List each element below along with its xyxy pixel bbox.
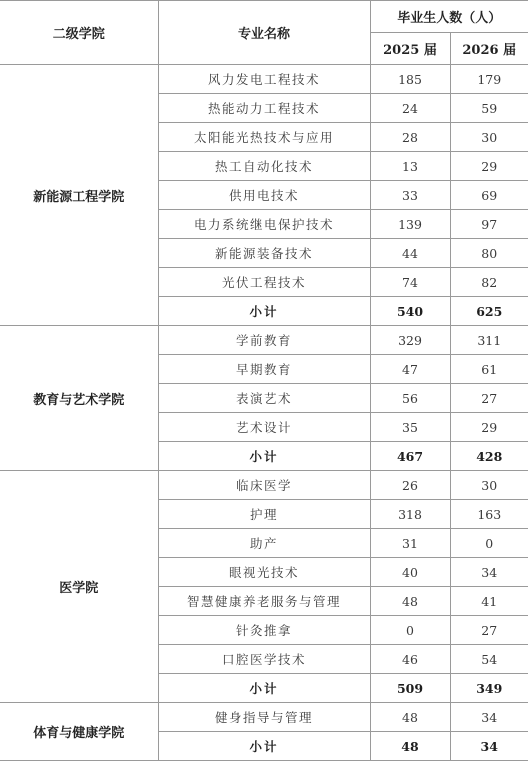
graduates-y2025-cell: 0: [370, 616, 450, 645]
major-name-cell: 太阳能光热技术与应用: [158, 123, 370, 152]
graduates-y2026-cell: 0: [450, 529, 528, 558]
major-name-cell: 风力发电工程技术: [158, 65, 370, 94]
subtotal-y2026-cell: 625: [450, 297, 528, 326]
graduates-y2026-cell: 59: [450, 94, 528, 123]
graduates-y2025-cell: 40: [370, 558, 450, 587]
graduates-y2025-cell: 33: [370, 181, 450, 210]
graduates-y2025-cell: 24: [370, 94, 450, 123]
major-name-cell: 光伏工程技术: [158, 268, 370, 297]
graduates-y2025-cell: 329: [370, 326, 450, 355]
major-name-cell: 新能源装备技术: [158, 239, 370, 268]
graduates-y2026-cell: 97: [450, 210, 528, 239]
subtotal-label: 小计: [158, 674, 370, 703]
subtotal-label: 小计: [158, 442, 370, 471]
college-name-cell: 医学院: [0, 471, 158, 703]
graduates-y2025-cell: 74: [370, 268, 450, 297]
graduates-y2025-cell: 56: [370, 384, 450, 413]
subtotal-y2025-cell: 467: [370, 442, 450, 471]
major-name-cell: 电力系统继电保护技术: [158, 210, 370, 239]
major-name-cell: 供用电技术: [158, 181, 370, 210]
graduates-y2026-cell: 29: [450, 152, 528, 181]
header-year-2026: 2026 届: [450, 33, 528, 65]
college-name-cell: 教育与艺术学院: [0, 326, 158, 471]
graduates-y2025-cell: 44: [370, 239, 450, 268]
graduates-y2026-cell: 27: [450, 384, 528, 413]
table-row: [0, 703, 528, 732]
graduates-y2025-cell: 46: [370, 645, 450, 674]
graduates-y2026-cell: 30: [450, 471, 528, 500]
graduates-y2026-cell: 27: [450, 616, 528, 645]
graduates-y2026-cell: 41: [450, 587, 528, 616]
major-name-cell: 学前教育: [158, 326, 370, 355]
graduates-y2025-cell: 28: [370, 123, 450, 152]
header-major: 专业名称: [158, 1, 370, 65]
graduates-y2026-cell: 69: [450, 181, 528, 210]
graduates-y2025-cell: 26: [370, 471, 450, 500]
subtotal-y2026-cell: 428: [450, 442, 528, 471]
major-name-cell: 健身指导与管理: [158, 703, 370, 732]
subtotal-y2026-cell: 349: [450, 674, 528, 703]
header-year-2025: 2025 届: [370, 33, 450, 65]
major-name-cell: 智慧健康养老服务与管理: [158, 587, 370, 616]
graduates-y2026-cell: 179: [450, 65, 528, 94]
graduates-y2026-cell: 34: [450, 558, 528, 587]
college-name-cell: 体育与健康学院: [0, 703, 158, 761]
graduates-y2026-cell: 163: [450, 500, 528, 529]
graduates-y2026-cell: 30: [450, 123, 528, 152]
header-college: 二级学院: [0, 1, 158, 65]
graduates-y2026-cell: 80: [450, 239, 528, 268]
major-name-cell: 热能动力工程技术: [158, 94, 370, 123]
table-header: [0, 1, 528, 65]
major-name-cell: 护理: [158, 500, 370, 529]
major-name-cell: 眼视光技术: [158, 558, 370, 587]
graduates-y2025-cell: 47: [370, 355, 450, 384]
graduates-y2026-cell: 311: [450, 326, 528, 355]
graduates-y2026-cell: 54: [450, 645, 528, 674]
subtotal-y2026-cell: 34: [450, 732, 528, 761]
graduates-y2025-cell: 48: [370, 587, 450, 616]
graduates-y2025-cell: 139: [370, 210, 450, 239]
graduates-y2025-cell: 35: [370, 413, 450, 442]
subtotal-y2025-cell: 509: [370, 674, 450, 703]
major-name-cell: 早期教育: [158, 355, 370, 384]
table-body: [0, 65, 528, 761]
graduates-y2026-cell: 29: [450, 413, 528, 442]
subtotal-label: 小计: [158, 732, 370, 761]
college-name-cell: 新能源工程学院: [0, 65, 158, 326]
header-graduates: 毕业生人数（人）: [370, 1, 528, 33]
graduates-y2025-cell: 48: [370, 703, 450, 732]
graduates-y2025-cell: 13: [370, 152, 450, 181]
graduates-y2025-cell: 185: [370, 65, 450, 94]
graduates-y2025-cell: 31: [370, 529, 450, 558]
graduates-y2025-cell: 318: [370, 500, 450, 529]
major-name-cell: 助产: [158, 529, 370, 558]
graduates-y2026-cell: 34: [450, 703, 528, 732]
major-name-cell: 口腔医学技术: [158, 645, 370, 674]
major-name-cell: 热工自动化技术: [158, 152, 370, 181]
major-name-cell: 表演艺术: [158, 384, 370, 413]
table-row: [0, 471, 528, 500]
graduates-y2026-cell: 82: [450, 268, 528, 297]
table-row: [0, 65, 528, 94]
graduates-y2026-cell: 61: [450, 355, 528, 384]
table-row: [0, 326, 528, 355]
major-name-cell: 临床医学: [158, 471, 370, 500]
subtotal-y2025-cell: 48: [370, 732, 450, 761]
subtotal-label: 小计: [158, 297, 370, 326]
major-name-cell: 艺术设计: [158, 413, 370, 442]
major-name-cell: 针灸推拿: [158, 616, 370, 645]
subtotal-y2025-cell: 540: [370, 297, 450, 326]
